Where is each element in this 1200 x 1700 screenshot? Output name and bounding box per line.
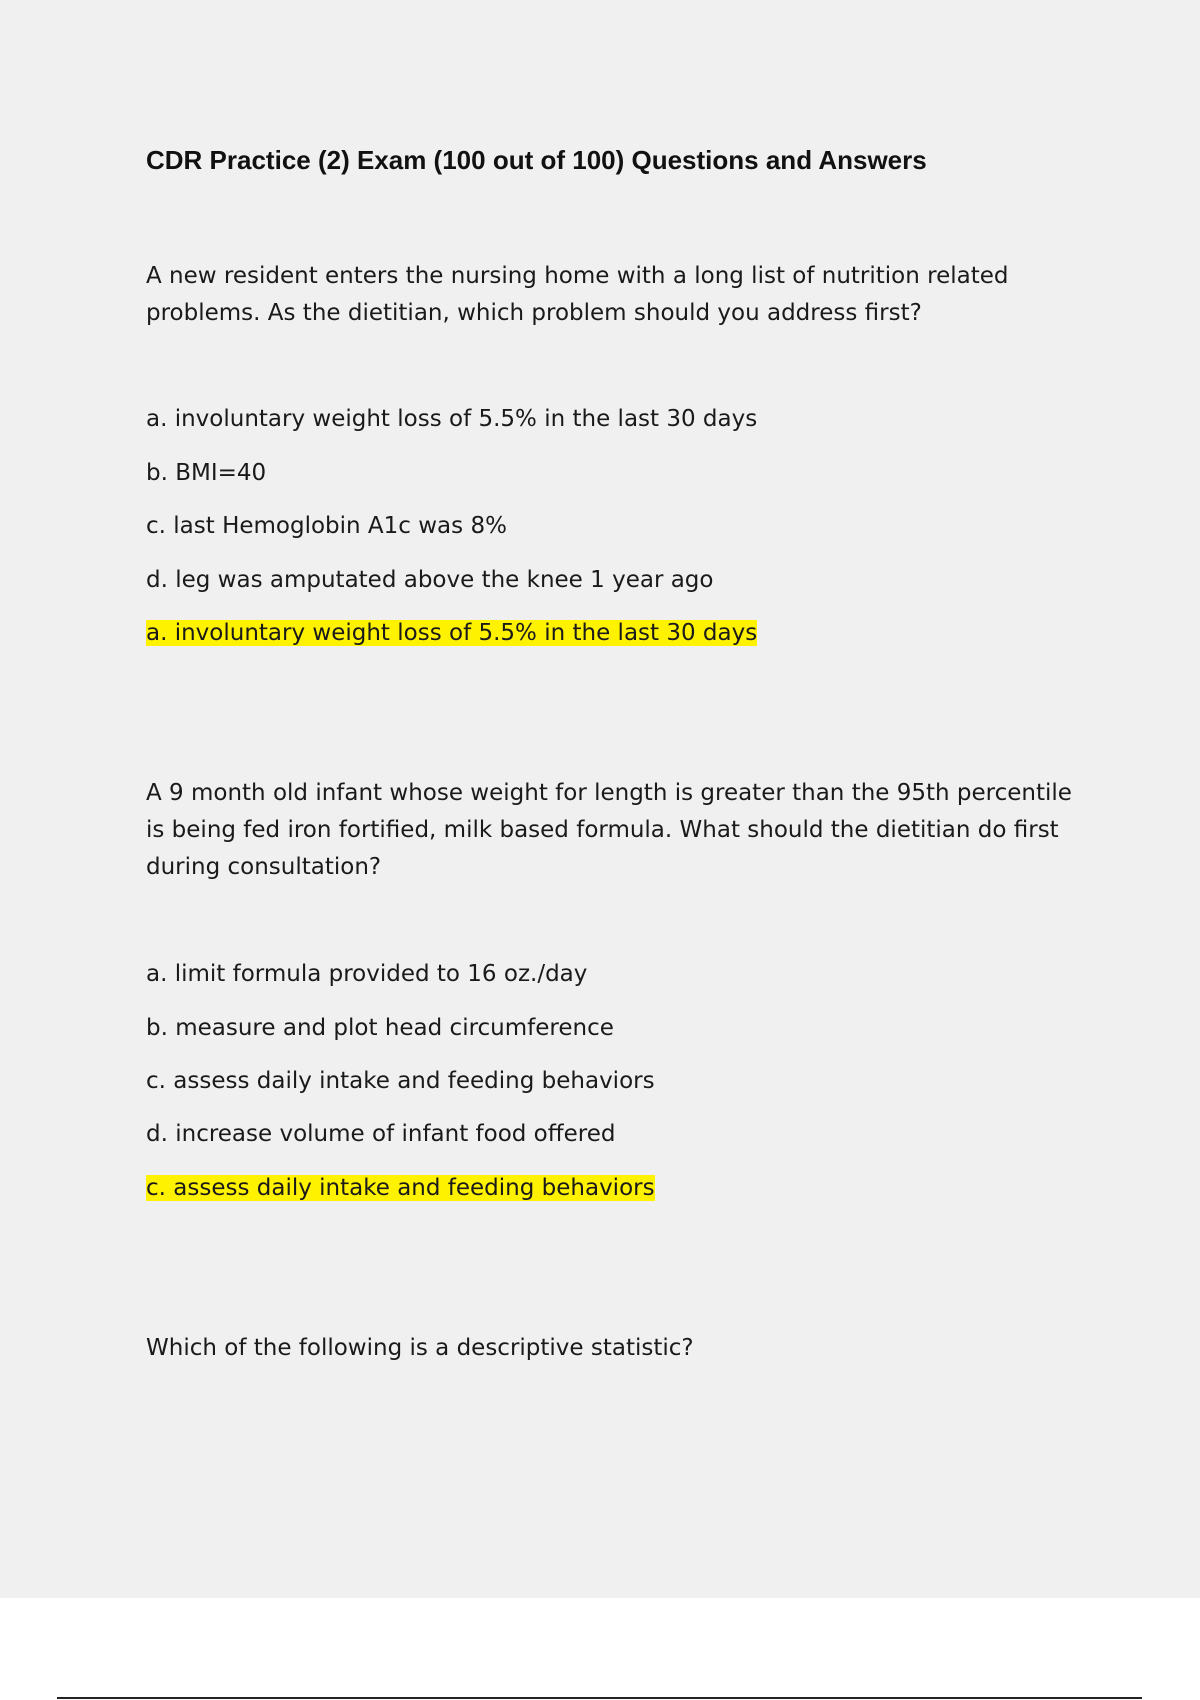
question-1-answer-highlight: a. involuntary weight loss of 5.5% in the last 30 days bbox=[146, 620, 758, 646]
question-1-option-a: a. involuntary weight loss of 5.5% in the last 30 days bbox=[146, 406, 758, 432]
question-2-text: A 9 month old infant whose weight for length is greater than the 95th percentile is being fed iron fortified, milk based formula. What should the dietitian do first during consultation? bbox=[146, 780, 1072, 880]
question-1-option-d: d. leg was amputated above the knee 1 year ago bbox=[146, 567, 714, 593]
question-2-option-b: b. measure and plot head circumference bbox=[146, 1015, 614, 1041]
question-2-answer bbox=[146, 1171, 655, 1205]
question-2-option-c: c. assess daily intake and feeding behaviors bbox=[146, 1068, 655, 1094]
question-1-option-b: b. BMI=40 bbox=[146, 460, 267, 486]
question-2-option-d: d. increase volume of infant food offered bbox=[146, 1121, 616, 1147]
question-2-option-a: a. limit formula provided to 16 oz./day bbox=[146, 961, 588, 987]
bottom-rule bbox=[57, 1697, 1142, 1699]
document-title: CDR Practice (2) Exam (100 out of 100) Questions and Answers bbox=[146, 145, 927, 175]
question-2-answer-highlight: c. assess daily intake and feeding behaviors bbox=[146, 1175, 655, 1201]
question-1-answer bbox=[146, 616, 757, 650]
question-1-text: A new resident enters the nursing home with a long list of nutrition related problems. As the dietitian, which problem should you address first? bbox=[146, 263, 1009, 326]
question-3-text: Which of the following is a descriptive statistic? bbox=[146, 1335, 694, 1361]
question-1-option-c: c. last Hemoglobin A1c was 8% bbox=[146, 513, 507, 539]
